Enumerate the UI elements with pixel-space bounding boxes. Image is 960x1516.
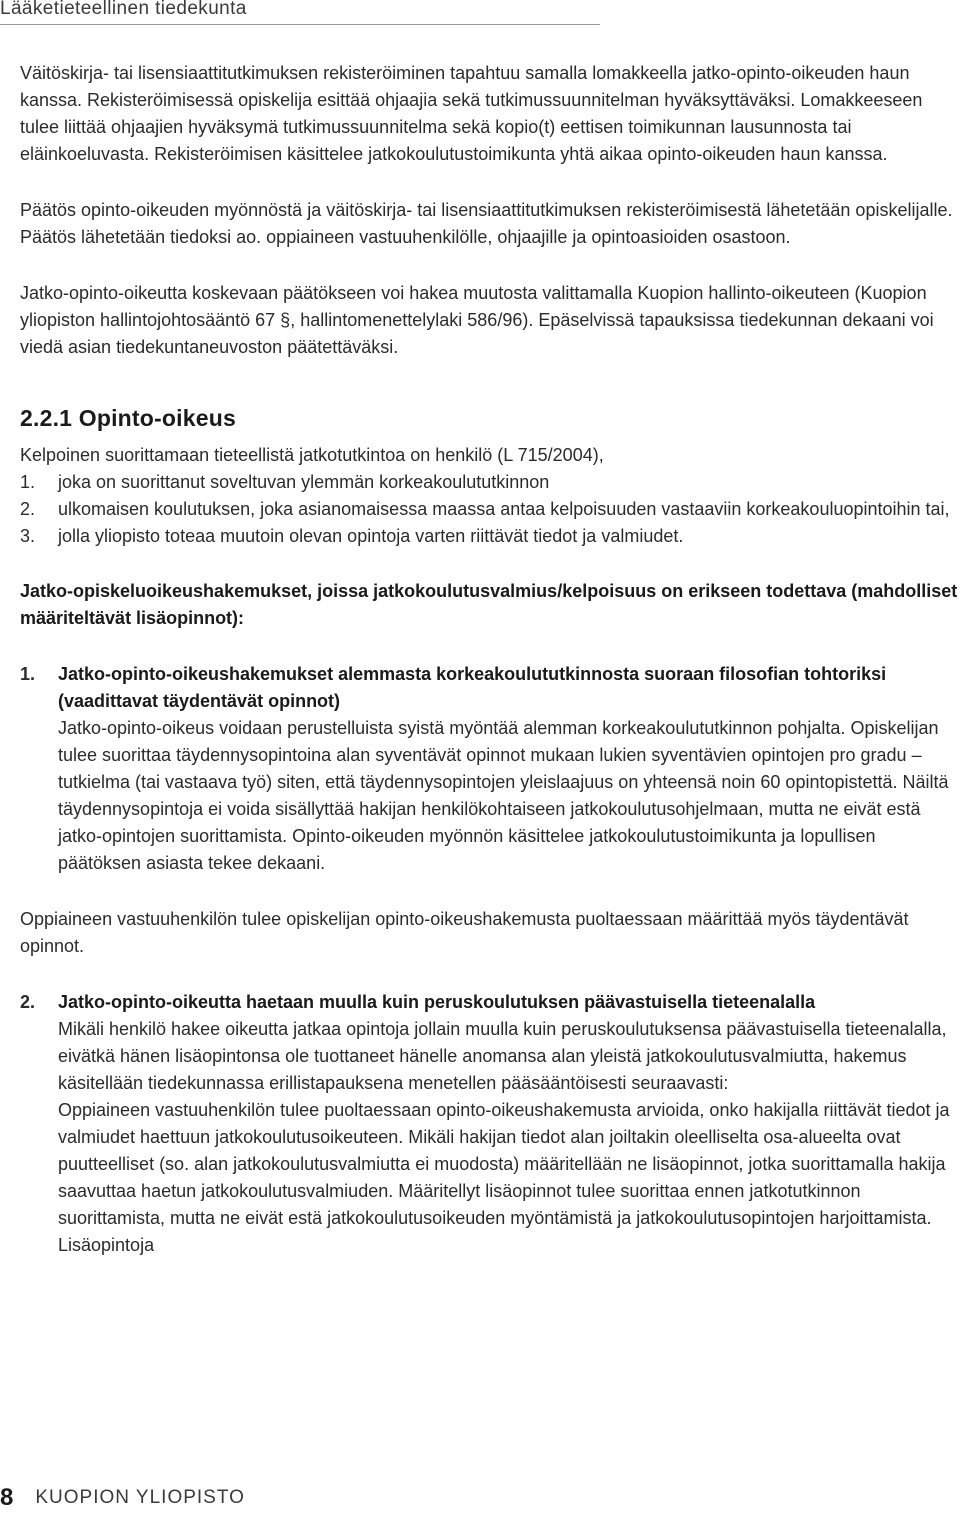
running-header [0, 0, 600, 25]
page-footer [0, 1480, 400, 1516]
case-1 [20, 661, 960, 877]
list-item [20, 523, 960, 550]
list-item-text: ulkomaisen koulutuksen, joka asianomaisessa maassa antaa kelpoisuuden vastaaviin korkeakouluopintoihin tai, [58, 499, 950, 519]
page-content [20, 60, 960, 1259]
paragraph-appeal: Jatko-opinto-oikeutta koskevaan päätökseen voi hakea muutosta valittamalla Kuopion hallinto-oikeuteen (Kuopion yliopiston hallintojohtosääntö 67 §, hallintomenettelylaki 586/96). Epäselvissä tapauksissa tiedekunnan dekaani voi viedä asian tiedekuntaneuvoston päätettäväksi. [20, 283, 934, 357]
running-header-title: Lääketieteellinen tiedekunta [0, 0, 247, 19]
list-item-number: 1. [20, 472, 36, 492]
paragraph-decision: Päätös opinto-oikeuden myönnöstä ja väitöskirja- tai lisensiaattitutkimuksen rekisteröimisestä lähetetään opiskelijalle. Päätös lähetetään tiedoksi ao. oppiaineen vastuuhenkilölle, ohjaajille ja opintoasioiden osastoon. [20, 200, 953, 247]
applications-heading: Jatko-opiskeluoikeushakemukset, joissa jatkokoulutusvalmius/kelpoisuus on erikseen todettava (mahdolliset määriteltävät lisäopinnot): [20, 581, 958, 628]
case-number: 2. [20, 992, 36, 1012]
list-item-number: 2. [20, 499, 36, 519]
eligibility-intro: Kelpoinen suorittamaan tieteellistä jatkotutkintoa on henkilö (L 715/2004), [20, 445, 604, 465]
section-heading: 2.2.1 Opinto-oikeus [20, 405, 236, 431]
case-title: Jatko-opinto-oikeutta haetaan muulla kuin peruskoulutuksen päävastuisella tieteenalalla [58, 992, 816, 1012]
case-title: Jatko-opinto-oikeushakemukset alemmasta korkeakoulututkinnosta suoraan filosofian tohtoriksi (vaadittavat täydentävät opinnot) [58, 664, 887, 711]
footer-university: KUOPION YLIOPISTO [35, 1487, 245, 1508]
eligibility-list [20, 442, 960, 550]
case-body: Mikäli henkilö hakee oikeutta jatkaa opintoja jollain muulla kuin peruskoulutuksensa päävastuisella tieteenalalla, eivätkä hänen lisäopintonsa ole tuottaneet hänelle anomansa alan yleistä jatkokoulutusvalmiutta, hakemus käsitellään tiedekunnassa erillistapauksena menetellen pääsääntöisesti seuraavasti: [58, 1019, 947, 1093]
list-item-text: joka on suorittanut soveltuvan ylemmän korkeakoulututkinnon [58, 472, 550, 492]
list-item [20, 496, 960, 523]
paragraph-registration: Väitöskirja- tai lisensiaattitutkimuksen rekisteröiminen tapahtuu samalla lomakkeella jatko-opinto-oikeuden haun kanssa. Rekisteröimisessä opiskelija esittää ohjaajia sekä tutkimussuunnitelman hyväksyttäväksi. Lomakkeeseen tulee liittää ohjaajien hyväksymä tutkimussuunnitelma sekä kopio(t) eettisen toimikunnan lausunnosta tai eläinkoeluvasta. Rekisteröimisen käsittelee jatkokoulutustoimikunta yhtä aikaa opinto-oikeuden haun kanssa. [20, 63, 923, 164]
list-item [20, 469, 960, 496]
case-2 [20, 989, 960, 1259]
page-number: 8 [0, 1484, 14, 1511]
case-number: 1. [20, 664, 36, 684]
paragraph-supplementary: Oppiaineen vastuuhenkilön tulee opiskelijan opinto-oikeushakemusta puoltaessaan määrittää myös täydentävät opinnot. [20, 909, 909, 956]
list-item-text: jolla yliopisto toteaa muutoin olevan opintoja varten riittävät tiedot ja valmiudet. [58, 526, 684, 546]
case-body: Jatko-opinto-oikeus voidaan perustelluista syistä myöntää alemman korkeakoulututkinnon pohjalta. Opiskelijan tulee suorittaa täydennysopintoina alan syventävät opinnot mukaan lukien syventävien opintojen pro gradu –tutkielma (tai vastaava työ) siten, että täydennysopintojen yleislaajuus on yhteensä noin 60 opintopistettä. Näiltä täydennysopintoja ei voida sisällyttää hakijan henkilökohtaiseen jatkokoulutusohjelmaan, mutta ne eivät estä jatko-opintojen suorittamista. Opinto-oikeuden myönnön käsittelee jatkokoulutustoimikunta ja lopullisen päätöksen asiasta tekee dekaani. [58, 718, 949, 873]
list-item-number: 3. [20, 526, 36, 546]
case-body-continued: Oppiaineen vastuuhenkilön tulee puoltaessaan opinto-oikeushakemusta arvioida, onko hakijalla riittävät tiedot ja valmiudet haettuun jatkokoulutusoikeuteen. Mikäli hakijan tiedot alan joiltakin oleelliselta osa-alueelta ovat puutteelliset (so. alan jatkokoulutusvalmiutta ei muodosta) määritellään ne lisäopinnot, jotka suorittamalla hakija saavuttaa haetun jatkokoulutusvalmiuden. Määritellyt lisäopinnot tulee suorittaa ennen jatkotutkinnon suorittamista, mutta ne eivät estä jatkokoulutusoikeuden myöntämistä ja jatkokoulutusopintojen harjoittamista. Lisäopintoja [58, 1100, 950, 1255]
